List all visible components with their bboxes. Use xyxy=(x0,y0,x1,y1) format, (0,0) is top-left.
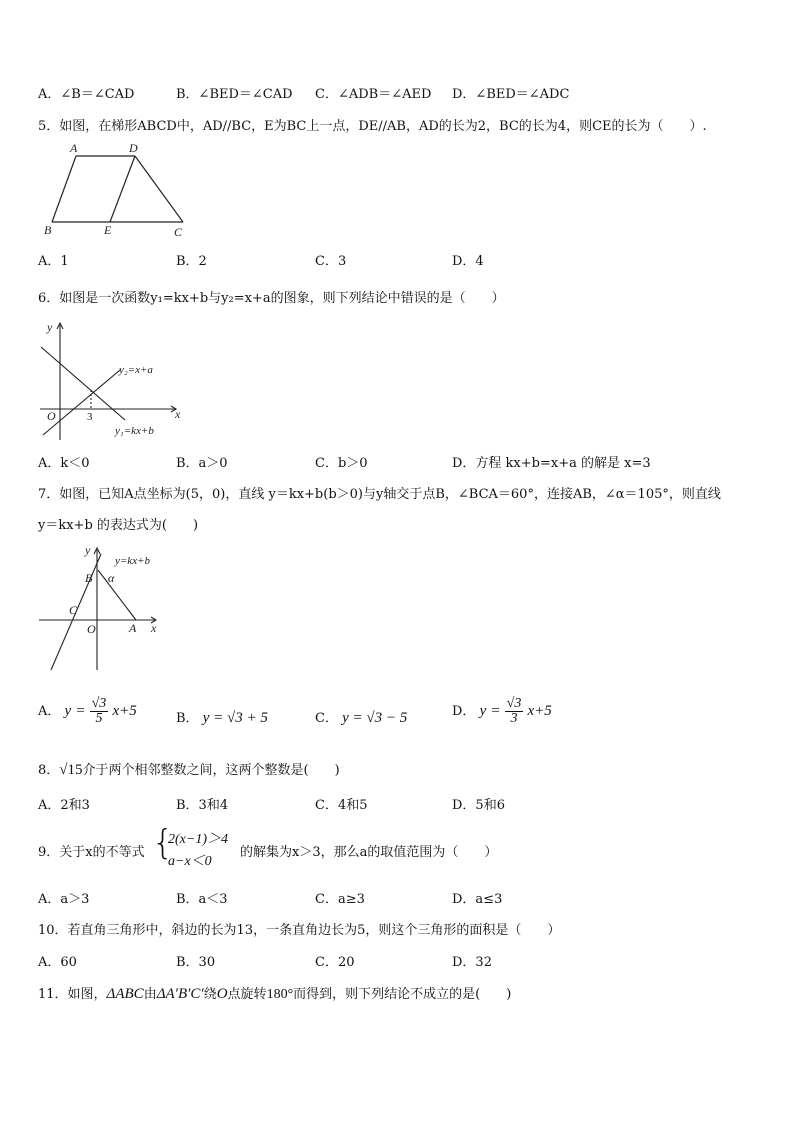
q11-triangle-abc: ΔABC xyxy=(106,986,144,1002)
q8-stem xyxy=(38,759,340,779)
q6-stem: 6．如图是一次函数y₁=kx+b与y₂=x+a的图象，则下列结论中错误的是（ ） xyxy=(38,291,505,306)
q5-option-b: B．2 xyxy=(176,254,207,269)
q11-mid3: 点旋转 xyxy=(227,987,267,1002)
q5-stem: 5．如图，在梯形ABCD中，AD//BC，E为BC上一点，DE//AB，AD的长为2，BC的长为4，则CE的长为（ ）. xyxy=(38,119,707,134)
q11-stem-pre: 11．如图， xyxy=(38,987,107,1002)
q7-label-y: y xyxy=(85,543,91,557)
q7-option-b-expr: y = √3 + 5 xyxy=(202,710,268,726)
q4-option-c: C．∠ADB＝∠AED xyxy=(315,87,432,102)
q7-label-alpha: α xyxy=(108,571,115,585)
q7-option-d-y: y xyxy=(479,703,487,719)
q9-option-b: B．a＜3 xyxy=(176,892,228,907)
q7-label-x: x xyxy=(151,621,157,635)
q4-option-a: A．∠B＝∠CAD xyxy=(38,87,135,102)
q5-label-e: E xyxy=(104,223,112,237)
q7-option-c-prefix: C． xyxy=(315,711,338,726)
q8-option-d: D．5和6 xyxy=(452,798,505,813)
q5-label-c: C xyxy=(174,225,183,239)
q4-option-b: B．∠BED＝∠CAD xyxy=(176,87,293,102)
q6-option-b: B．a＞0 xyxy=(176,456,228,471)
q9-option-d: D．a≤3 xyxy=(452,892,503,907)
q9-stem-pre: 9．关于x的不等式 xyxy=(38,845,145,860)
q7-option-c xyxy=(315,707,407,727)
q7-label-o: O xyxy=(87,622,96,636)
q9-option-a: A．a＞3 xyxy=(38,892,90,907)
q6-option-a: A．k＜0 xyxy=(38,456,90,471)
q7-option-b-prefix: B． xyxy=(176,711,199,726)
q9-inequality-1: 2(x−1)＞4 xyxy=(168,832,228,847)
q5-label-d: D xyxy=(129,141,138,155)
q7-graph-figure xyxy=(35,540,170,675)
q7-option-a-denominator: 5 xyxy=(95,711,103,726)
q7-option-d-numerator: √3 xyxy=(506,696,522,711)
q7-option-d-prefix: D． xyxy=(452,704,476,719)
q5-side-dc xyxy=(135,156,183,222)
q6-option-d: D．方程 kx+b=x+a 的解是 x=3 xyxy=(452,456,651,471)
q11-stem-post: 而得到，则下列结论不成立的是( ) xyxy=(293,987,512,1002)
q11-triangle-abc-prime: ΔA′B′C′ xyxy=(156,986,204,1002)
q11-stem xyxy=(38,983,511,1003)
q7-label-c: C xyxy=(69,603,78,617)
q6-graph-figure xyxy=(35,315,195,445)
q5-trapezoid-figure xyxy=(40,140,200,240)
q5-option-c: C．3 xyxy=(315,254,347,269)
q8-sqrt-15: √15 xyxy=(59,762,83,778)
q7-option-a-fraction xyxy=(90,697,109,726)
q5-side-ab xyxy=(52,156,76,222)
q6-line-y2 xyxy=(43,370,120,435)
q6-label-line2: y₂=x+a xyxy=(119,364,153,376)
q9-option-c: C．a≥3 xyxy=(315,892,365,907)
q9-stem-post: 的解集为x＞3，那么a的取值范围为（ ） xyxy=(240,845,498,860)
q7-option-a-numerator: √3 xyxy=(91,696,107,711)
q7-option-a-tail: x+5 xyxy=(112,703,137,719)
q5-segment-de xyxy=(110,156,135,222)
q6-option-c: C．b＞0 xyxy=(315,456,368,471)
q7-option-a-y: y xyxy=(64,703,72,719)
q11-mid1: 由 xyxy=(143,987,157,1002)
q7-label-line: y=kx+b xyxy=(115,555,150,567)
q7-label-a: A xyxy=(129,621,137,635)
q5-label-a: A xyxy=(70,141,78,155)
q4-option-d: D．∠BED＝∠ADC xyxy=(452,87,570,102)
q5-option-a: A．1 xyxy=(38,254,69,269)
q7-option-d-fraction xyxy=(505,697,524,726)
q11-degree: 180° xyxy=(266,987,294,1002)
q11-point-o: O xyxy=(216,986,228,1002)
q8-option-a: A．2和3 xyxy=(38,798,90,813)
q10-option-d: D．32 xyxy=(452,955,492,970)
q7-label-b: B xyxy=(85,571,93,585)
q10-option-b: B．30 xyxy=(176,955,216,970)
q11-mid2: 绕 xyxy=(203,987,217,1002)
q5-option-d: D．4 xyxy=(452,254,484,269)
q10-stem: 10．若直角三角形中，斜边的长为13，一条直角边长为5，则这个三角形的面积是（ ） xyxy=(38,923,561,938)
q6-label-3: 3 xyxy=(87,411,93,423)
q7-option-a xyxy=(38,697,137,726)
q7-option-d-tail: x+5 xyxy=(527,703,552,719)
q8-option-c: C．4和5 xyxy=(315,798,368,813)
q10-option-a: A．60 xyxy=(38,955,77,970)
q10-option-c: C．20 xyxy=(315,955,355,970)
q7-option-b xyxy=(176,707,268,727)
q7-option-a-eq: = xyxy=(75,703,86,719)
q7-option-d-eq: = xyxy=(490,703,501,719)
q7-option-a-prefix: A． xyxy=(38,704,61,719)
q6-label-o: O xyxy=(47,409,56,423)
q8-number: 8． xyxy=(38,763,60,778)
q7-option-c-expr: y = √3 − 5 xyxy=(342,710,408,726)
q9-inequality-2: a−x＜0 xyxy=(168,854,212,869)
q7-option-d-denominator: 3 xyxy=(510,711,518,726)
q9-brace: { xyxy=(152,823,174,863)
q7-segment-ab xyxy=(98,570,136,620)
q6-label-y: y xyxy=(47,320,53,334)
q5-label-b: B xyxy=(44,223,52,237)
q7-option-d xyxy=(452,697,552,726)
q6-label-line1: y₁=kx+b xyxy=(115,425,154,437)
q7-stem-line1: 7．如图，已知A点坐标为(5，0)，直线 y＝kx+b(b＞0)与y轴交于点B，∠BCA＝60°，连接AB，∠α＝105°，则直线 xyxy=(38,487,721,502)
q6-label-x: x xyxy=(175,407,181,421)
q8-option-b: B．3和4 xyxy=(176,798,229,813)
q7-stem-line2: y＝kx+b 的表达式为( ) xyxy=(38,518,199,533)
q8-stem-rest: 介于两个相邻整数之间，这两个整数是( ) xyxy=(82,763,340,778)
